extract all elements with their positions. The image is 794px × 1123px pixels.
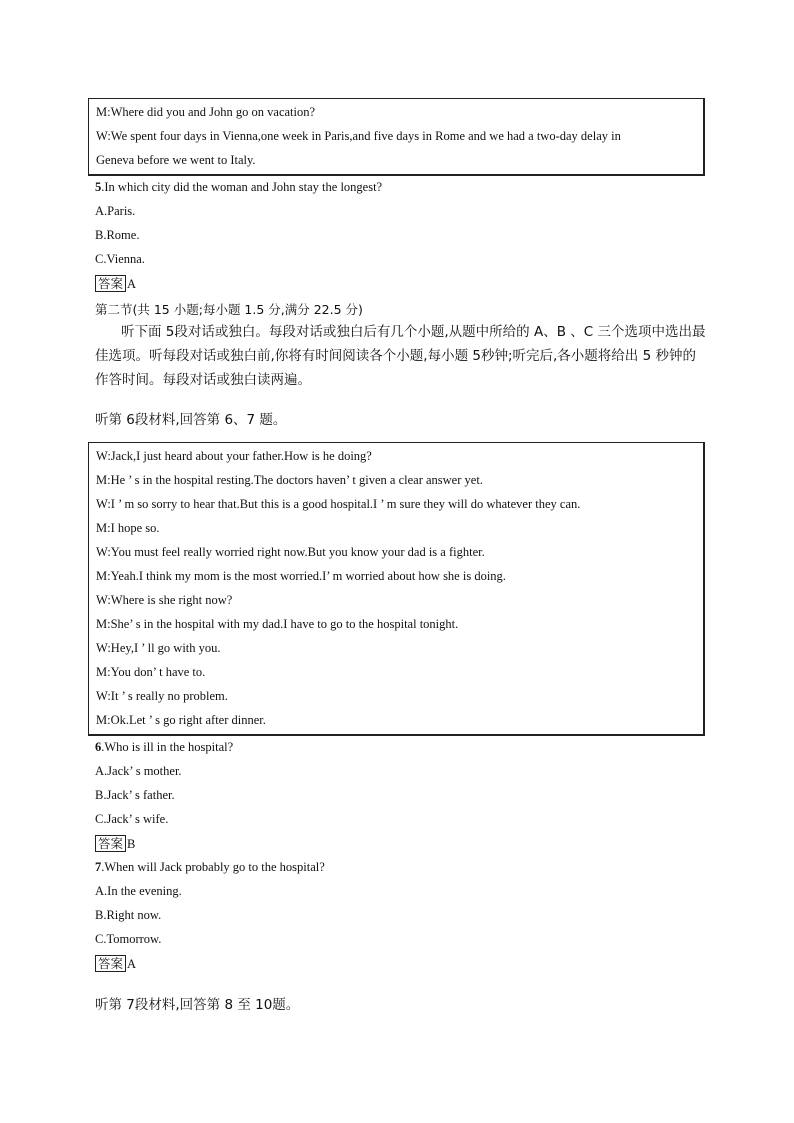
question-number: 5 [95, 180, 102, 194]
answer-label: 答案 [95, 955, 126, 972]
material-heading: 听第 7段材料,回答第 8 至 10题。 [95, 997, 300, 1013]
question-5 [95, 180, 382, 195]
question-number: 6 [95, 740, 102, 754]
dialogue-line: W:You must feel really worried right now.But you know your dad is a fighter. [96, 545, 485, 559]
question-text: .Who is ill in the hospital? [101, 740, 234, 754]
dialogue-line: M:Yeah.I think my mom is the most worried.I’ m worried about how she is doing. [96, 569, 506, 583]
answer-value: B [127, 837, 136, 851]
dialogue-line: W:We spent four days in Vienna,one week in Paris,and five days in Rome and we had a two-day delay in [96, 129, 621, 143]
dialogue-line: M:Where did you and John go on vacation? [96, 105, 316, 119]
option-b: B.Jack’ s father. [95, 788, 175, 802]
option-c: C.Jack’ s wife. [95, 812, 169, 826]
dialogue-line: M:She’ s in the hospital with my dad.I have to go to the hospital tonight. [96, 617, 459, 631]
dialogue-box-2 [88, 442, 705, 736]
option-c: C.Tomorrow. [95, 932, 162, 946]
dialogue-line: W:Hey,I ’ ll go with you. [96, 641, 221, 655]
dialogue-line: Geneva before we went to Italy. [96, 153, 256, 167]
answer-row [95, 275, 136, 292]
answer-row [95, 835, 135, 852]
material-heading: 听第 6段材料,回答第 6、7 题。 [95, 412, 287, 428]
question-7 [95, 860, 325, 875]
option-a: A.Paris. [95, 204, 136, 218]
question-6 [95, 740, 233, 755]
section-title: 第二节(共 15 小题;每小题 1.5 分,满分 22.5 分) [95, 302, 363, 317]
option-a: A.In the evening. [95, 884, 182, 898]
question-number: 7 [95, 860, 102, 874]
option-c: C.Vienna. [95, 252, 145, 266]
question-text: .In which city did the woman and John stay the longest? [101, 180, 383, 194]
answer-label: 答案 [95, 835, 126, 852]
answer-row [95, 955, 136, 972]
option-a: A.Jack’ s mother. [95, 764, 182, 778]
option-b: B.Right now. [95, 908, 162, 922]
dialogue-line: W:Where is she right now? [96, 593, 233, 607]
answer-value: A [127, 957, 137, 971]
dialogue-line: W:It ’ s really no problem. [96, 689, 228, 703]
answer-label: 答案 [95, 275, 126, 292]
dialogue-line: M:You don’ t have to. [96, 665, 206, 679]
question-text: .When will Jack probably go to the hospital? [101, 860, 325, 874]
dialogue-line: M:He ’ s in the hospital resting.The doctors haven’ t given a clear answer yet. [96, 473, 483, 487]
dialogue-box-1 [88, 98, 705, 176]
dialogue-line: M:Ok.Let ’ s go right after dinner. [96, 713, 266, 727]
dialogue-line: M:I hope so. [96, 521, 160, 535]
dialogue-line: W:Jack,I just heard about your father.How is he doing? [96, 449, 372, 463]
section-instructions: 听下面 5段对话或独白。每段对话或独白后有几个小题,从题中所给的 A、B 、C 三个选项中选出最佳选项。听每段对话或独白前,你将有时间阅读各个小题,每小题 5秒钟;听完后,各小题将给出 5 秒钟的作答时间。每段对话或独白读两遍。 [95, 324, 706, 388]
option-b: B.Rome. [95, 228, 140, 242]
answer-value: A [127, 277, 137, 291]
dialogue-line: W:I ’ m so sorry to hear that.But this is a good hospital.I ’ m sure they will do whatever they can. [96, 497, 581, 511]
